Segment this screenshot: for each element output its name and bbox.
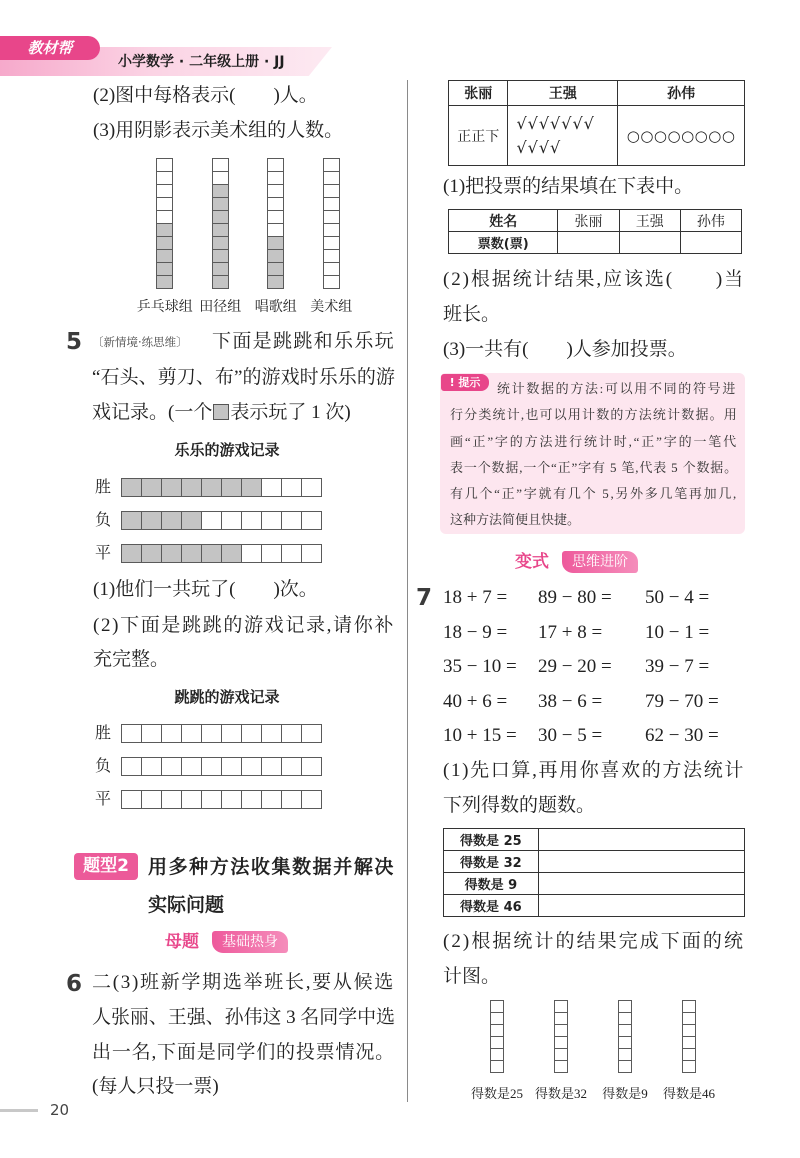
shaded-cell [212,262,229,276]
empty-cell [156,210,173,224]
row-label: 胜 [95,479,112,496]
empty-cell [323,236,340,250]
mother-label: 母题 [165,932,199,952]
page-number-bar [0,1109,38,1112]
empty-cell [121,790,142,809]
row-label: 胜 [95,725,112,742]
empty-cell [490,1060,504,1073]
shaded-cell [212,210,229,224]
empty-cell [267,158,284,172]
empty-cell [554,1060,568,1073]
empty-cell [301,511,322,530]
arithmetic-problem: 40 + 6 = [443,690,508,712]
arithmetic-problem: 18 − 9 = [443,621,508,643]
header-cell: 王强 [508,81,618,106]
record-row [92,544,322,563]
arithmetic-problem: 10 + 15 = [443,725,517,746]
cell-stack [156,159,173,289]
empty-cell [281,790,302,809]
question-number-5: 5 [66,329,83,355]
cell-stack [618,1001,632,1073]
arithmetic-problem: 89 − 80 = [538,587,612,608]
chart-column [465,1001,529,1103]
variant-label: 变式 [515,552,549,572]
shaded-cell [212,249,229,263]
tip-line: 行分类统计,也可以用计数的方法统计数据。用 [450,407,738,422]
empty-cell [161,724,182,743]
shaded-cell [212,197,229,211]
q7-part1-line1: (1)先口算,再用你喜欢的方法统计 [443,760,745,781]
cell-stack [212,159,229,289]
empty-cell [267,184,284,198]
shaded-cell [156,223,173,237]
empty-cell [323,184,340,198]
header-cell: 王强 [619,210,680,232]
tip-line: 有几个“正”字就有几个 5,另外多几笔再加几, [450,486,738,501]
empty-cell [212,158,229,172]
empty-cell [221,757,242,776]
column-label: 唱歌组 [254,300,297,315]
answer-cell [538,829,744,851]
result-votes-row [449,232,742,254]
arithmetic-problem: 62 − 30 = [645,725,719,746]
cell-stack [682,1001,696,1073]
mother-tag: 基础热身 [212,931,288,953]
column-label: 得数是46 [662,1086,715,1101]
row-label: 得数是 32 [444,851,539,873]
shaded-cell [121,511,142,530]
shaded-cell [181,544,202,563]
arithmetic-problem: 30 − 5 = [538,725,603,746]
chart-column [529,1001,593,1103]
row-label: 得数是 9 [444,873,539,895]
vote-tally-table [448,80,745,166]
shaded-cell [161,478,182,497]
section-title-line1: 用多种方法收集数据并解决 [148,856,395,878]
shaded-cell [212,184,229,198]
arithmetic-grid [443,586,745,759]
header-cell: 张丽 [558,210,619,232]
arithmetic-problem: 35 − 10 = [443,656,517,677]
empty-cell [201,757,222,776]
empty-cell [141,724,162,743]
question-tag: 〔新情境·练思维〕 [92,335,188,349]
q4-part3: (3)用阴影表示美术组的人数。 [93,120,344,141]
empty-cell [323,171,340,185]
q6-part3: (3)一共有( )人参加投票。 [443,339,687,360]
empty-cell [141,757,162,776]
q6-line4: (每人只投一票) [92,1076,219,1097]
empty-cell [221,724,242,743]
row-label: 负 [95,512,112,529]
column-label: 得数是9 [602,1086,648,1101]
brand-badge: 教材帮 [0,36,100,60]
record-row [92,790,322,809]
answer-cell [558,232,619,254]
empty-cell [281,511,302,530]
shaded-cell [181,478,202,497]
empty-cell [241,790,262,809]
arithmetic-problem: 10 − 1 = [645,621,710,643]
q5-line3-after: 表示玩了 1 次) [230,402,351,423]
empty-cell [121,757,142,776]
checkmark-line: √√√√ [516,137,562,157]
empty-cell [281,757,302,776]
empty-cell [221,790,242,809]
empty-cell [323,210,340,224]
empty-cell [261,544,282,563]
empty-cell [323,158,340,172]
q6-line1: 二(3)班新学期选举班长,要从候选 [92,972,395,993]
legend-square-icon [213,404,229,420]
column-label: 得数是32 [534,1086,587,1101]
row-label: 负 [95,758,112,775]
q6-part2-line2: 班长。 [443,304,501,325]
shaded-cell [121,478,142,497]
shaded-cell [267,262,284,276]
column-label: 美术组 [310,300,353,315]
record-row [92,511,322,530]
empty-cell [281,724,302,743]
column-label: 乒乓球组 [136,300,193,315]
column-label: 得数是25 [470,1086,523,1101]
q5-part1: (1)他们一共玩了( )次。 [93,579,318,600]
shaded-cell [141,478,162,497]
empty-cell [267,197,284,211]
empty-cell [301,724,322,743]
chart-column [137,159,193,317]
checkmark-line: √√√√√√√ [516,113,595,133]
empty-cell [261,757,282,776]
empty-cell [241,544,262,563]
answer-cell [680,232,741,254]
shaded-cell [121,544,142,563]
empty-cell [156,158,173,172]
arithmetic-problem: 38 − 6 = [538,690,603,712]
empty-cell [212,171,229,185]
empty-cell [261,511,282,530]
answer-pictograph [465,1001,721,1103]
arithmetic-problem: 50 − 4 = [645,587,710,608]
q5-line1: 下面是跳跳和乐乐玩 [212,331,395,352]
row-label: 平 [95,791,112,808]
shaded-cell [267,236,284,250]
tip-label [441,374,489,391]
page-number: 20 [50,1101,70,1119]
vote-table-header [449,81,745,106]
answer-cell [619,232,680,254]
table-row [444,873,745,895]
q5-part2-line2: 充完整。 [93,649,170,670]
column-divider [407,80,408,1102]
shaded-cell [161,511,182,530]
empty-cell [267,223,284,237]
shaded-cell [156,262,173,276]
header-cell: 张丽 [449,81,508,106]
wangqiang-checks [508,106,618,166]
result-count-table [443,828,745,917]
tiaotiao-record-title: 跳跳的游戏记录 [174,688,280,706]
empty-cell [161,790,182,809]
q6-line3: 出一名,下面是同学们的投票情况。 [92,1042,395,1063]
variant-tag: 思维进阶 [562,551,638,573]
q6-part2-line1: (2)根据统计结果,应该选( )当 [443,269,745,290]
empty-cell [241,511,262,530]
empty-cell [241,757,262,776]
empty-cell [181,724,202,743]
arithmetic-problem: 39 − 7 = [645,656,710,677]
header-cell: 孙伟 [680,210,741,232]
answer-cell [538,851,744,873]
shaded-cell [221,544,242,563]
shaded-cell [267,275,284,289]
chart-column [593,1001,657,1103]
tip-line: 统计数据的方法:可以用不同的符号进 [497,381,737,396]
arithmetic-problem: 18 + 7 = [443,587,508,608]
shaded-cell [161,544,182,563]
chart-column [657,1001,721,1103]
result-header-row [449,210,742,232]
zhangli-tally: 正正下 [449,106,508,166]
arithmetic-problem: 79 − 70 = [645,690,719,712]
empty-cell [156,184,173,198]
shaded-cell [201,478,222,497]
empty-cell [261,790,282,809]
empty-cell [221,511,242,530]
group-pictograph [137,159,359,317]
shaded-cell [141,511,162,530]
empty-cell [201,790,222,809]
q5-line3-before: 戏记录。(一个 [92,402,213,423]
cell-stack [267,159,284,289]
empty-cell [281,478,302,497]
vote-table-row [449,106,745,166]
empty-cell [121,724,142,743]
q5-part2-line1: (2)下面是跳跳的游戏记录,请你补 [93,615,395,636]
empty-cell [301,757,322,776]
section-badge: 题型2 [74,853,138,880]
empty-cell [201,724,222,743]
empty-cell [301,478,322,497]
exclamation-icon: ! [449,376,459,389]
shaded-cell [201,544,222,563]
empty-cell [156,197,173,211]
column-label: 田径组 [199,300,242,315]
shaded-cell [156,249,173,263]
header-cell: 孙伟 [618,81,745,106]
empty-cell [267,171,284,185]
shaded-cell [212,236,229,250]
record-row [92,724,322,743]
row-label: 得数是 25 [444,829,539,851]
arithmetic-problem: 29 − 20 = [538,656,612,677]
empty-cell [323,223,340,237]
book-title: 小学数学 · 二年级上册 · JJ [118,54,285,70]
chart-column [304,159,360,317]
answer-cell [538,873,744,895]
vote-result-table [448,209,742,254]
section-title-line2: 实际问题 [148,894,225,916]
lele-record-grid [92,478,322,563]
empty-cell [141,790,162,809]
empty-cell [323,197,340,211]
q4-part2: (2)图中每格表示( )人。 [93,85,318,106]
record-row [92,478,322,497]
table-row [444,829,745,851]
tiaotiao-record-grid [92,724,322,809]
header-cell: 姓名 [449,210,558,232]
lele-record-title: 乐乐的游戏记录 [174,441,280,459]
q7-part1-line2: 下列得数的题数。 [443,795,596,816]
empty-cell [161,757,182,776]
empty-cell [323,262,340,276]
shaded-cell [267,249,284,263]
q7-part2-line1: (2)根据统计的结果完成下面的统 [443,931,745,952]
cell-stack [490,1001,504,1073]
arithmetic-problem: 17 + 8 = [538,621,603,643]
tip-line: 这种方法简便且快捷。 [450,512,581,527]
q5-line3 [92,401,351,425]
empty-cell [261,478,282,497]
row-label: 票数(票) [449,232,558,254]
chart-column [193,159,249,317]
empty-cell [281,544,302,563]
empty-cell [181,790,202,809]
table-row [444,851,745,873]
question-number-6: 6 [66,971,83,997]
q5-line2: “石头、剪刀、布”的游戏时乐乐的游 [92,367,395,388]
empty-cell [301,544,322,563]
shaded-cell [156,275,173,289]
table-row [444,895,745,917]
shaded-cell [212,223,229,237]
question-number-7: 7 [416,585,433,611]
empty-cell [241,724,262,743]
row-label: 平 [95,545,112,562]
empty-cell [261,724,282,743]
tip-line: 画“正”字的方法进行统计时,“正”字的一笔代 [450,434,738,449]
empty-cell [618,1060,632,1073]
sunwei-circles: ○○○○○○○○ [618,106,745,166]
answer-cell [538,895,744,917]
shaded-cell [212,275,229,289]
shaded-cell [241,478,262,497]
tip-label-text: 提示 [458,376,481,389]
q7-part2-line2: 计图。 [443,966,501,987]
chart-column [248,159,304,317]
cell-stack [554,1001,568,1073]
empty-cell [323,249,340,263]
shaded-cell [141,544,162,563]
shaded-cell [181,511,202,530]
empty-cell [156,171,173,185]
empty-cell [682,1060,696,1073]
cell-stack [323,159,340,289]
shaded-cell [156,236,173,250]
empty-cell [301,790,322,809]
tip-line: 表一个数据,一个“正”字有 5 笔,代表 5 个数据。 [450,460,738,475]
empty-cell [267,210,284,224]
record-row [92,757,322,776]
empty-cell [181,757,202,776]
row-label: 得数是 46 [444,895,539,917]
shaded-cell [221,478,242,497]
q6-part1: (1)把投票的结果填在下表中。 [443,176,694,197]
empty-cell [201,511,222,530]
q6-line2: 人张丽、王强、孙伟这 3 名同学中选 [92,1007,395,1028]
empty-cell [323,275,340,289]
